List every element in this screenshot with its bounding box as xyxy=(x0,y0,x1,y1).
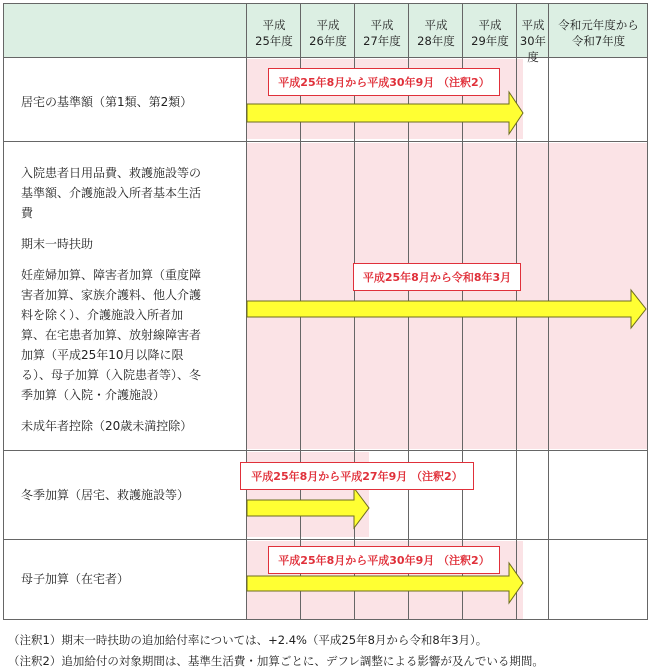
year-header-2: 平成 26年度 xyxy=(309,18,347,48)
footnote-1: （注釈1）期末一時扶助の追加給付率については、+2.4%（平成25年8月から令和8年3月）。 xyxy=(8,633,488,647)
row-2-line-3: 費 xyxy=(21,206,34,220)
period-label-row-2: 平成25年8月から令和8年3月 xyxy=(353,263,521,291)
row-2-line-6: 害者加算、家族介護料、他人介護 xyxy=(21,288,202,302)
period-label-row-3: 平成25年8月から平成27年9月 （注釈2） xyxy=(240,462,474,490)
row-2-line-1: 入院患者日用品費、救護施設等の xyxy=(21,166,202,180)
row-2-line-12: 未成年者控除（20歳未満控除） xyxy=(21,419,193,433)
row-2-line-7: 料を除く）、介護施設入所者加 xyxy=(21,308,184,322)
year-header-7: 令和元年度から 令和7年度 xyxy=(558,18,639,48)
shade-row-2 xyxy=(247,143,648,449)
year-header-3: 平成 27年度 xyxy=(363,18,401,48)
row-2-line-8: 算、在宅患者加算、放射線障害者 xyxy=(21,328,202,342)
period-label-row-4: 平成25年8月から平成30年9月 （注釈2） xyxy=(268,546,500,574)
row-2-line-5: 妊産婦加算、障害者加算（重度障 xyxy=(21,268,202,282)
year-header-5: 平成 29年度 xyxy=(471,18,509,48)
row-2-line-9: 加算（平成25年10月以降に限 xyxy=(21,348,184,362)
row-2-line-10: る）、母子加算（入院患者等）、冬 xyxy=(21,368,202,382)
period-label-row-1: 平成25年8月から平成30年9月 （注釈2） xyxy=(268,68,500,96)
row-2-line-11: 季加算（入院・介護施設） xyxy=(21,388,166,402)
year-header-1: 平成 25年度 xyxy=(255,18,293,48)
year-header-4: 平成 28年度 xyxy=(417,18,455,48)
row-2-line-2: 基準額、介護施設入所者基本生活 xyxy=(21,186,202,200)
footnote-2: （注釈2）追加給付の対象期間は、基準生活費・加算ごとに、デフレ調整による影響が及んでいる期間。 xyxy=(8,654,544,668)
row-1-label: 居宅の基準額（第1類、第2類） xyxy=(21,95,193,109)
year-header-6: 平成 30年度 xyxy=(519,18,547,64)
row-3-label: 冬季加算（居宅、救護施設等） xyxy=(21,488,190,502)
row-4-label: 母子加算（在宅者） xyxy=(21,572,130,586)
row-2-line-4: 期末一時扶助 xyxy=(21,237,94,251)
